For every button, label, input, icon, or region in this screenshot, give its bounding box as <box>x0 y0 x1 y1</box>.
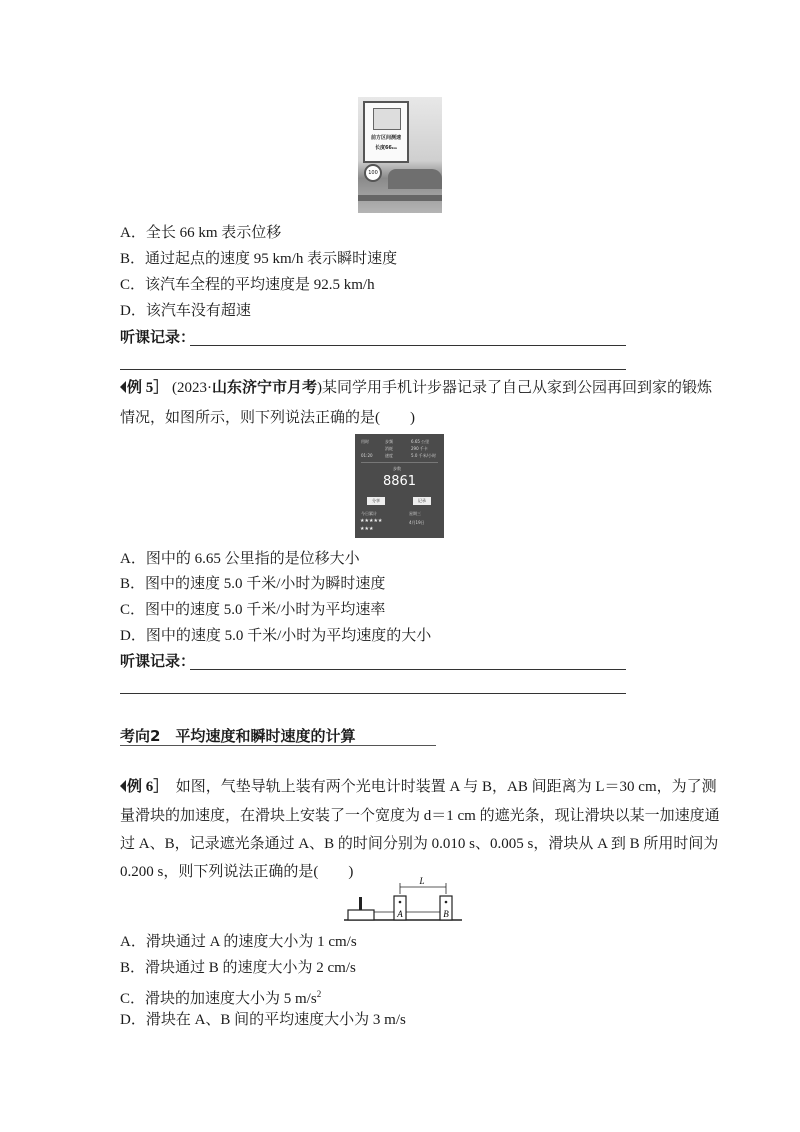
ex5-record-line-2 <box>120 693 626 694</box>
q4-record-label: 听课记录： <box>120 330 196 346</box>
section-title: 考向2 平均速度和瞬时速度的计算 <box>120 727 356 745</box>
light-shield-strip <box>359 897 362 910</box>
tag-marker-icon <box>120 780 126 792</box>
pedo-speed: 5.0 千米/小时 <box>411 453 436 458</box>
air-track-diagram <box>340 874 464 924</box>
ex6-line4: 0.200 s，则下列说法正确的是( ) <box>120 864 354 880</box>
car-icon <box>373 108 401 130</box>
ex5-record-line-1 <box>190 669 626 670</box>
pedo-today-label: 今日累计 <box>361 511 377 516</box>
sign-board <box>363 101 409 163</box>
ex6-option-c: C．滑块的加速度大小为 5 $m/s^2$ <box>120 989 322 1007</box>
ex5-option-a: A．图中的 6.65 公里指的是位移大小 <box>120 551 360 567</box>
sign-text-line1: 前方区间测速 <box>370 135 401 141</box>
pedo-divider <box>361 462 438 463</box>
ex5-option-d: D．图中的速度 5.0 千米/小时为平均速度的大小 <box>120 628 432 644</box>
label-A: A <box>397 909 403 919</box>
q4-option-c: C．该汽车全程的平均速度是 92.5 km/h <box>120 277 375 293</box>
ex5-option-b: B．图中的速度 5.0 千米/小时为瞬时速度 <box>120 576 386 592</box>
gate-a-dot <box>399 901 402 904</box>
ex5-line1: 例 5］ (2023·山东济宁市月考)某同学用手机计步器记录了自己从家到公园再回到家的锻炼 <box>120 378 712 398</box>
label-B: B <box>443 909 449 919</box>
speed-limit-sign: 100 <box>364 164 382 182</box>
pedo-cadence-label: 步频 <box>385 439 393 444</box>
ex5-record-label: 听课记录： <box>120 654 196 670</box>
sign-text-line2: 长度66km <box>374 145 398 151</box>
trees <box>388 169 442 189</box>
ex6-option-d: D．滑块在 A、B 间的平均速度大小为 3 m/s <box>120 1012 406 1028</box>
pedo-duration: 01:20 <box>361 453 373 458</box>
star-rating-icon: ★★★★★ <box>360 519 383 524</box>
pedo-calorie-label: 消耗 <box>385 446 393 451</box>
ex5-tag: 例 5］ <box>120 380 168 396</box>
q4-option-d: D．该汽车没有超速 <box>120 303 251 319</box>
pedo-weekday: 星期三 <box>409 511 421 516</box>
q4-option-b: B．通过起点的速度 95 km/h 表示瞬时速度 <box>120 251 398 267</box>
ex5-source: 山东济宁市月考 <box>212 380 318 396</box>
ex6-option-b: B．滑块通过 B 的速度大小为 2 cm/s <box>120 960 356 976</box>
gate-b-dot <box>445 901 448 904</box>
pedo-date: 4月19日 <box>409 520 425 525</box>
tag-marker-icon <box>120 381 126 393</box>
ex6-line1: 例 6］ 如图，气垫导轨上装有两个光电计时装置 A 与 B，AB 间距离为 L＝30 cm，为了测 <box>120 777 717 797</box>
speed-zone-sign-photo <box>358 97 442 213</box>
q4-option-a: A．全长 66 km 表示位移 <box>120 225 282 241</box>
pedo-record-button: 记录 <box>413 497 431 505</box>
ex6-tag: 例 6］ <box>120 779 161 795</box>
pedo-speed-label: 速度 <box>385 453 393 458</box>
q4-record-line-2 <box>120 369 626 370</box>
ex5-option-c: C．图中的速度 5.0 千米/小时为平均速率 <box>120 602 386 618</box>
pedometer-screenshot <box>355 434 444 538</box>
star-rating-icon-2: ★★★ <box>360 527 374 532</box>
pedo-steps-label: 步数 <box>393 466 401 471</box>
pedo-time-label: 用时 <box>361 439 369 444</box>
ex6-line2: 量滑块的加速度，在滑块上安装了一个宽度为 d＝1 cm 的遮光条，现让滑块以某一加速度通 <box>120 808 720 824</box>
ex6-line3: 过 A、B，记录遮光条通过 A、B 的时间分别为 0.010 s、0.005 s，滑块从 A 到 B 所用时间为 <box>120 836 719 852</box>
ex6-option-a: A．滑块通过 A 的速度大小为 1 cm/s <box>120 934 357 950</box>
q4-record-line-1 <box>190 345 626 346</box>
pedo-calories: 290 千卡 <box>411 446 428 451</box>
guard-rail <box>358 195 442 201</box>
section-underline <box>120 745 436 746</box>
pedo-distance: 6.65 公里 <box>411 439 430 444</box>
slider-block <box>348 910 374 920</box>
pedo-steps: 8861 <box>382 474 417 489</box>
pedo-share-button: 分享 <box>367 497 385 505</box>
ex5-line2: 情况，如图所示，则下列说法正确的是( ) <box>120 410 415 426</box>
label-L: L <box>419 876 425 886</box>
